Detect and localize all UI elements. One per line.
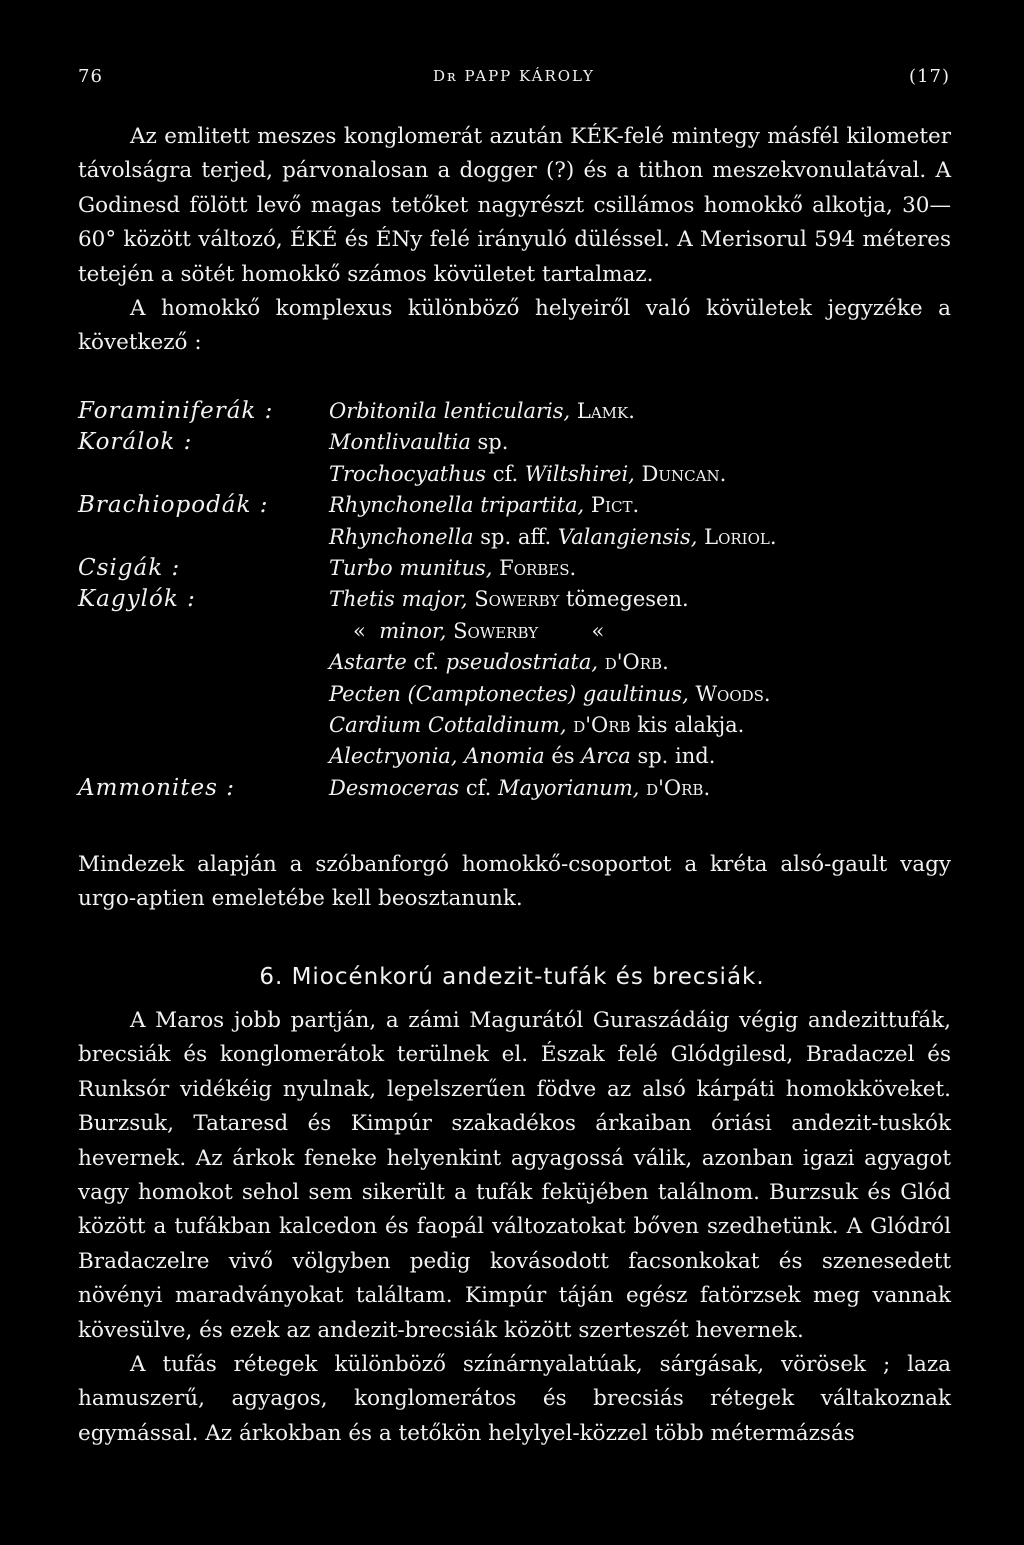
fossil-row [78,553,951,584]
fossil-row [78,647,951,678]
fossil-row [78,679,951,710]
intro-text [78,120,951,361]
fossil-row [78,710,951,741]
fossil-species: Rhynchonella sp. aff. Valangiensis, Loriol. [329,524,777,549]
fossil-category: Csigák : [78,554,181,581]
fossil-species: Astarte cf. pseudostriata, d'Orb. [329,650,669,675]
fossil-species: Desmoceras cf. Mayorianum, d'Orb. [329,775,711,800]
fossil-category: Foraminiferák : [78,398,274,424]
fossil-row [78,522,951,553]
page-header [78,66,950,96]
fossil-row [78,773,951,804]
fossil-list [78,396,951,804]
fossil-row [78,490,951,521]
fossil-species: Cardium Cottaldinum, d'Orb kis alakja. [329,712,745,737]
running-head-author: Dʀ PAPP KÁROLY [433,67,595,85]
paragraph: A homokkő komplexus különböző helyeiről való kövületek jegyzéke a következő : [78,296,951,356]
fossil-row [78,459,951,490]
section-reference: (17) [909,66,950,87]
paragraph: Mindezek alapján a szóbanforgó homokkő-csoportot a kréta alsó-gault vagy urgo-aptien emeletébe kell beosztanunk. [78,852,951,912]
fossil-row [78,427,951,458]
fossil-row [78,741,951,772]
fossil-species: Orbitonila lenticularis, Lamk. [329,399,635,423]
paragraph: Az emlitett meszes konglomerát azután KÉK-felé mintegy másfél kilometer távolságra terjed, párvonalosan a dogger (?) és a tithon meszekvonulatával. A Godinesd fölött levő magas tetőket nagyrészt csillámos homokkő alkotja, 30—60° között változó, ÉKÉ és ÉNy felé irányuló düléssel. A Merisorul 594 méteres tetején a sötét homokkő számos kövületet tartalmaz. [78,124,951,287]
fossil-category: Brachiopodák : [78,492,269,519]
fossil-category: Kagylók : [78,586,196,613]
fossil-species: Montlivaultia sp. [329,430,509,455]
fossil-row [78,584,951,615]
fossil-species: Thetis major, Sowerby tömegesen. [329,587,689,612]
fossil-row [78,616,951,647]
fossil-row [78,396,951,427]
fossil-category: Korálok : [78,429,193,456]
section-heading: 6. Miocénkorú andezit-tufák és brecsiák. [259,964,765,990]
section-text [78,1004,951,1451]
fossil-species: Trochocyathus cf. Wiltshirei, Duncan. [329,461,727,486]
fossil-species: « minor, Sowerby « [353,618,605,643]
fossil-category: Ammonites : [78,774,235,801]
fossil-species: Rhynchonella tripartita, Pict. [329,493,640,518]
paragraph: A tufás rétegek különböző színárnyalatúak, sárgásak, vörösek ; laza hamuszerű, agyagos, konglomerátos és brecsiás rétegek váltakoznak egymással. Az árkokban és a tetőkön helylyel-közzel több métermázsás [78,1352,951,1446]
fossil-species: Pecten (Camptonectes) gaultinus, Woods. [329,681,771,706]
paragraph: A Maros jobb partján, a zámi Magurától Guraszádáig végig andezittufák, brecsiák és konglomerátok terülnek el. Észak felé Glódgilesd, Bradaczel és Runksór vidékéig nyulnak, lepelszerűen födve az alsó kárpáti homokköveket. Burzsuk, Tataresd és Kimpúr szakadékos árkaiban óriási andezit-tuskók hevernek. Az árkok feneke helyenkint agyagossá válik, azonban igazi agyagot vagy homokot sehol sem sikerült a tufák feküjében találnom. Burzsuk és Glód között a tufákban kalcedon és faopál változatokat bőven szedhetünk. A Glódról Bradaczelre vivő völgyben pedig kovásodott facsonkokat és szenesedett növényi maradványokat találtam. Kimpúr táján egész fatörzsek meg vannak kövesülve, és ezek az andezit-brecsiák között szerteszét hevernek. [78,1008,951,1343]
conclusion-text [78,848,951,917]
fossil-species: Turbo munitus, Forbes. [329,555,577,580]
fossil-species: Alectryonia, Anomia és Arca sp. ind. [329,744,716,769]
page-number: 76 [78,66,103,87]
